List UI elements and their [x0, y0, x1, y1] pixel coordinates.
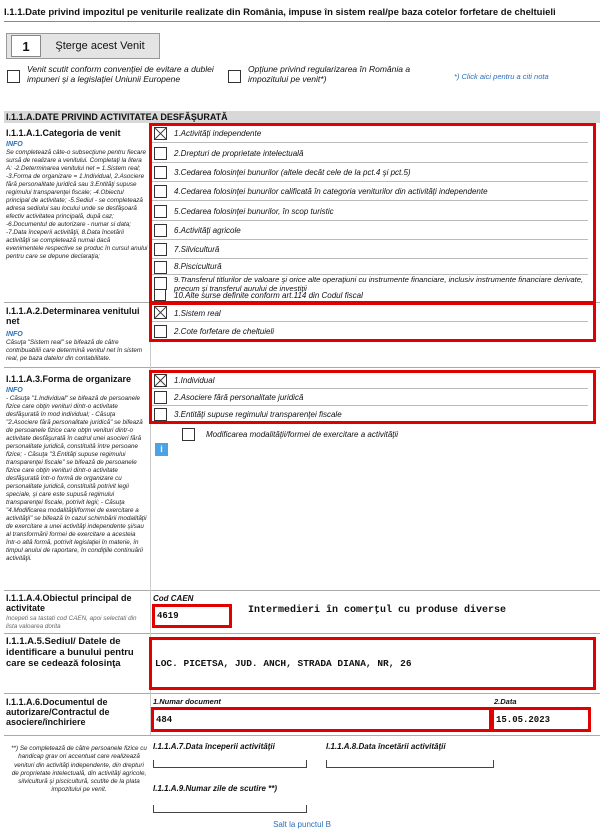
net-income-option-1[interactable]: 1.Sistem real — [152, 304, 588, 322]
doc-number-input[interactable]: 484 — [151, 707, 492, 732]
exempt-days-label: I.1.1.A.9.Numar zile de scutire **) — [153, 784, 278, 793]
category-option-8[interactable]: 8.Piscicultură — [152, 259, 588, 275]
category-option-2[interactable]: 2.Drepturi de proprietate intelectuală — [152, 143, 588, 163]
row-divider — [4, 735, 600, 736]
exemption-footnote: **) Se completează de către persoanele fizice cu handicap grav ori accentuat care realizează venituri din activităţi independente, din drepturi de proprietate intelectuală, din activităţi agricole, silvicultură şi piscicultură, scutite de la plata impozitului pe venit. — [11, 745, 147, 794]
section-header: I.1.1.A.DATE PRIVIND ACTIVITATEA DESFĂŞURATĂ — [4, 111, 600, 123]
location-label: I.1.1.A.5.Sediul/ Datele de identificare a bunului pentru care se cedează folosinţa — [6, 636, 134, 669]
end-date-label: I.1.1.A.8.Data încetării activităţii — [326, 742, 446, 751]
organization-option-1[interactable]: 1.Individual — [152, 372, 588, 389]
doc-number-header: 1.Numar document — [153, 697, 221, 706]
organization-label: I.1.1.A.3.Forma de organizare — [6, 374, 132, 384]
row-divider — [4, 590, 600, 591]
start-date-input[interactable] — [153, 767, 307, 768]
organization-help: - Căsuţa "1.Individual" se bifează de persoanele fizice care obţin venituri dintr-o activitate desfăşurată în mod individual; - Căsuţa "2.Asociere fără personalitate juridică" se bifează de persoanele fizice care obţin venituri dintr-o activitate desfăşurată în cadrul unei asocieri fără personalitate juridică, constituită între persoane fizice; - Căsuţa "3.Entităţi supuse regimului transparenţei fiscale" se bifează de persoanele fizice care obţin venituri dintr-o activitate desfăşurată într-o formă de organizare cu personalitate juridică, constituită potrivit legii speciale, şi care este supusă regimului transparenţei fiscale, potrivit legii; - Căsuţa "4.Modificarea modalităţii/formei de exercitare a activităţii" se bifează în cazul schimbării modalităţii de exercitare a unei activităţi independente şi/sau al transformării formei de exercitare a acesteia într-o altă formă, potrivit legislaţiei în materie, în timpul anului de raportare, în condiţiile continuării activităţii. — [6, 395, 147, 562]
row-divider — [4, 367, 600, 368]
category-option-10[interactable]: 10.Alte surse definite conform art.114 din Codul fiscal — [152, 290, 588, 302]
organization-option-2[interactable]: 2.Asociere fără personalitate juridică — [152, 389, 588, 406]
main-object-label: I.1.1.A.4.Obiectul principal de activitate — [6, 593, 132, 613]
start-date-tick — [153, 760, 154, 767]
end-date-input[interactable] — [326, 767, 494, 768]
note-link[interactable]: *) Click aici pentru a citi nota — [454, 72, 549, 81]
doc-date-header: 2.Data — [494, 697, 517, 706]
organization-highlight — [149, 370, 596, 424]
address-input[interactable]: LOC. PICETSA, JUD. ANCH, STRADA DIANA, NR, 26 — [155, 658, 412, 669]
end-date-tick — [493, 760, 494, 767]
caen-header: Cod CAEN — [153, 594, 194, 603]
modify-activity-checkbox[interactable] — [182, 428, 195, 441]
jump-to-b-link[interactable]: Salt la punctul B — [273, 820, 331, 829]
category-option-5[interactable]: 5.Cedarea folosinţei bunurilor, în scop turistic — [152, 201, 588, 221]
exempt-income-label: Venit scutit conform convenţiei de evitare a dublei impuneri şi a legislaţiei Uniunii Europene — [27, 64, 214, 84]
net-income-label: I.1.1.A.2.Determinarea venitului net — [6, 306, 140, 326]
net-income-help: Căsuţa "Sistem real" se bifează de către contribuabilii care determină venitul net în sistem real, pe baza datelor din contabilitate. — [6, 339, 143, 362]
main-object-help: Incepeti sa tastati cod CAEN, apoi selectati din lista valoarea dorita — [6, 615, 137, 630]
regularize-checkbox[interactable] — [228, 70, 241, 83]
category-option-6[interactable]: 6.Activităţi agricole — [152, 221, 588, 240]
exempt-income-checkbox[interactable] — [7, 70, 20, 83]
category-option-4[interactable]: 4.Cedarea folosinţei bunurilor calificată în categoria veniturilor din activităţi independente — [152, 182, 588, 201]
row-divider — [4, 633, 600, 634]
exempt-days-tick — [153, 805, 154, 812]
organization-info: INFO — [6, 387, 23, 394]
category-highlight — [149, 123, 596, 304]
end-date-tick — [326, 760, 327, 767]
regularize-label: Opţiune privind regularizarea în România a impozitului pe venit*) — [248, 64, 411, 84]
exempt-days-tick — [306, 805, 307, 812]
doc-date-input[interactable]: 15.05.2023 — [491, 707, 591, 732]
category-option-7[interactable]: 7.Silvicultură — [152, 240, 588, 259]
form-title: I.1.1.Date privind impozitul pe veniturile realizate din România, impuse în sistem real/pe baza cotelor forfetare de cheltuieli — [4, 7, 600, 22]
category-help: Se completează câte-o subsecţiune pentru fiecare sursă de realizare a venitului. Completaţi la litera A: -2.Determinarea venitului net = 1.Sistem real; -3.Forma de organizare = 1.Individual, 2.Asociere fără personalitate juridică sau 3.Entităţi supuse regimului transparenţei fiscale; -4.Obiectul principal de activitate; -5.Sediul - se completează adresa sediului sau locului unde se desfăşoară efectiv activitatea principală, după caz; -6.Documentul de autorizare - numar si data; -7.Data începerii activităţii, 8.Data încetării activităţii se completează numai dacă evenimentele respective se produc în cursul anului pentru care se depune declaraţia; — [6, 149, 148, 260]
start-date-tick — [306, 760, 307, 767]
delete-income-button[interactable]: Şterge acest Venit — [55, 40, 145, 52]
row-divider — [4, 693, 600, 694]
net-income-highlight — [149, 302, 596, 342]
caen-description: Intermedieri în comerţul cu produse diverse — [248, 605, 507, 616]
net-income-info: INFO — [6, 331, 23, 338]
start-date-label: I.1.1.A.7.Data începerii activităţii — [153, 742, 275, 751]
info-icon[interactable]: i — [155, 443, 168, 456]
category-info: INFO — [6, 141, 23, 148]
caen-input[interactable]: 4619 — [152, 604, 232, 628]
category-option-9[interactable]: 9.Transferul titlurilor de valoare şi orice alte operaţiuni cu instrumente financiare, inclusiv instrumente financiare derivate, precum şi transferul aurului de investiţii — [152, 275, 588, 290]
category-option-3[interactable]: 3.Cedarea folosinţei bunurilor (altele decât cele de la pct.4 şi pct.5) — [152, 163, 588, 182]
authorization-label: I.1.1.A.6.Documentul de autorizare/Contractul de asociere/închiriere — [6, 697, 110, 727]
exempt-days-input[interactable] — [153, 812, 307, 813]
net-income-option-2[interactable]: 2.Cote forfetare de cheltuieli — [152, 322, 588, 340]
category-label: I.1.1.A.1.Categoria de venit — [6, 128, 121, 138]
income-index: 1 — [11, 35, 41, 57]
income-index-bar — [6, 33, 160, 59]
organization-option-3[interactable]: 3.Entităţi supuse regimului transparenţei fiscale — [152, 406, 588, 422]
category-option-1[interactable]: 1.Activităţi independente — [152, 124, 588, 143]
modify-activity-label: Modificarea modalităţii/formei de exercitare a activităţii — [206, 430, 399, 439]
